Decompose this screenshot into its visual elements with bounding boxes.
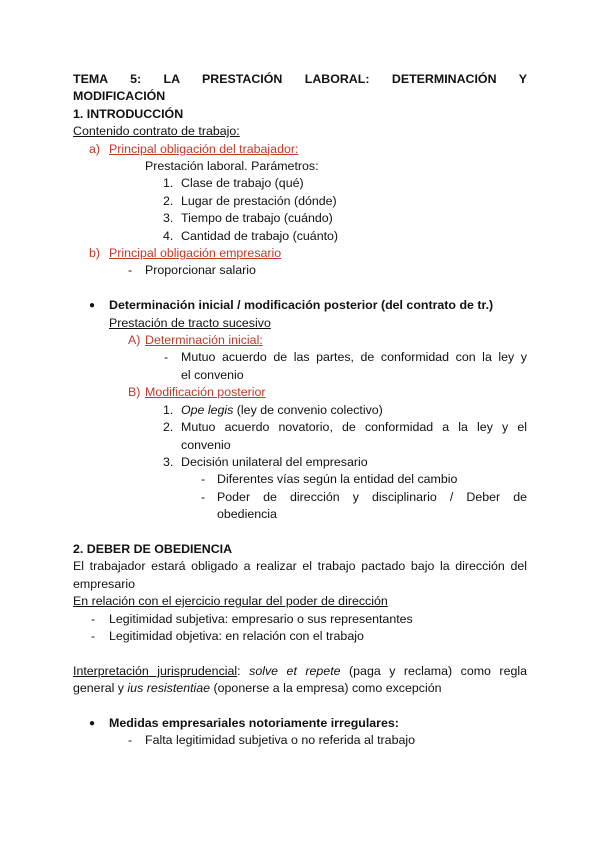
- tracto-sucesivo: Prestación de tracto sucesivo: [109, 315, 271, 330]
- item-A-dash: - Mutuo acuerdo de las partes, de conformidad con la ley y el convenio: [164, 350, 527, 382]
- interpretacion-line2: general y ius resistentiae (oponerse a la empresa) como excepción: [73, 681, 442, 696]
- bullet-medidas: ● Medidas empresariales notoriamente irregulares:: [73, 715, 527, 732]
- param-item-2: 2. Lugar de prestación (dónde): [163, 193, 337, 208]
- section2-heading: 2. DEBER DE OBEDIENCIA: [73, 541, 233, 556]
- interpretacion-line1: Interpretación jurisprudencial: solve et repete (paga y reclama) como regla: [73, 663, 527, 678]
- item-B3-sub1: - Diferentes vías según la entidad del cambio: [201, 472, 458, 487]
- doc-title-line1: TEMA 5: LA PRESTACIÓN LABORAL: DETERMINACIÓN Y: [73, 72, 527, 86]
- bullet-medidas-item: - Falta legitimidad subjetiva o no referida al trabajo: [128, 733, 415, 748]
- legitimidad-objetiva: - Legitimidad objetiva: en relación con el trabajo: [91, 628, 364, 643]
- prestacion-text: Prestación laboral. Parámetros:: [145, 159, 319, 174]
- doc-title-line2: MODIFICACIÓN: [73, 89, 166, 104]
- item-a: [73, 141, 527, 158]
- bullet-icon: ●: [89, 300, 96, 312]
- param-item-1: 1. Clase de trabajo (qué): [163, 176, 304, 191]
- section1-heading: 1. INTRODUCCIÓN: [73, 106, 184, 121]
- item-a-marker: a): [89, 141, 101, 156]
- item-B1: 1. Ope legis (ley de convenio colectivo): [163, 402, 383, 417]
- item-B3-sub2: - Poder de dirección y disciplinario / Deber de obediencia: [201, 489, 527, 522]
- section2-p1-line1: El trabajador estará obligado a realizar el trabajo pactado bajo la dirección del: [73, 559, 527, 574]
- document-page: [73, 71, 527, 750]
- item-b-dash: - Proporcionar salario: [128, 263, 256, 278]
- item-B3: 3. Decisión unilateral del empresario: [163, 454, 368, 469]
- bullet-determinacion: ● Determinación inicial / modificación posterior (del contrato de tr.): [73, 297, 527, 314]
- item-b-marker: b): [89, 246, 101, 261]
- bullet-icon: ●: [89, 717, 96, 729]
- item-B2: 2. Mutuo acuerdo novatorio, de conformidad a la ley y el convenio: [163, 420, 527, 452]
- relacion-label: En relación con el ejercicio regular del poder de dirección: [73, 594, 388, 609]
- item-A: A) Determinación inicial:: [128, 333, 263, 348]
- item-a-text: Principal obligación del trabajador:: [109, 141, 299, 156]
- param-item-4: 4. Cantidad de trabajo (cuánto): [163, 228, 339, 243]
- contenido-label: Contenido contrato de trabajo:: [73, 124, 240, 139]
- item-b: [73, 245, 527, 262]
- legitimidad-subjetiva: - Legitimidad subjetiva: empresario o sus representantes: [91, 611, 413, 626]
- item-B: B) Modificación posterior: [128, 385, 266, 400]
- item-b-text: Principal obligación empresario: [109, 246, 282, 261]
- section2-p1-line2: empresario: [73, 576, 135, 591]
- param-item-3: 3. Tiempo de trabajo (cuándo): [163, 211, 333, 226]
